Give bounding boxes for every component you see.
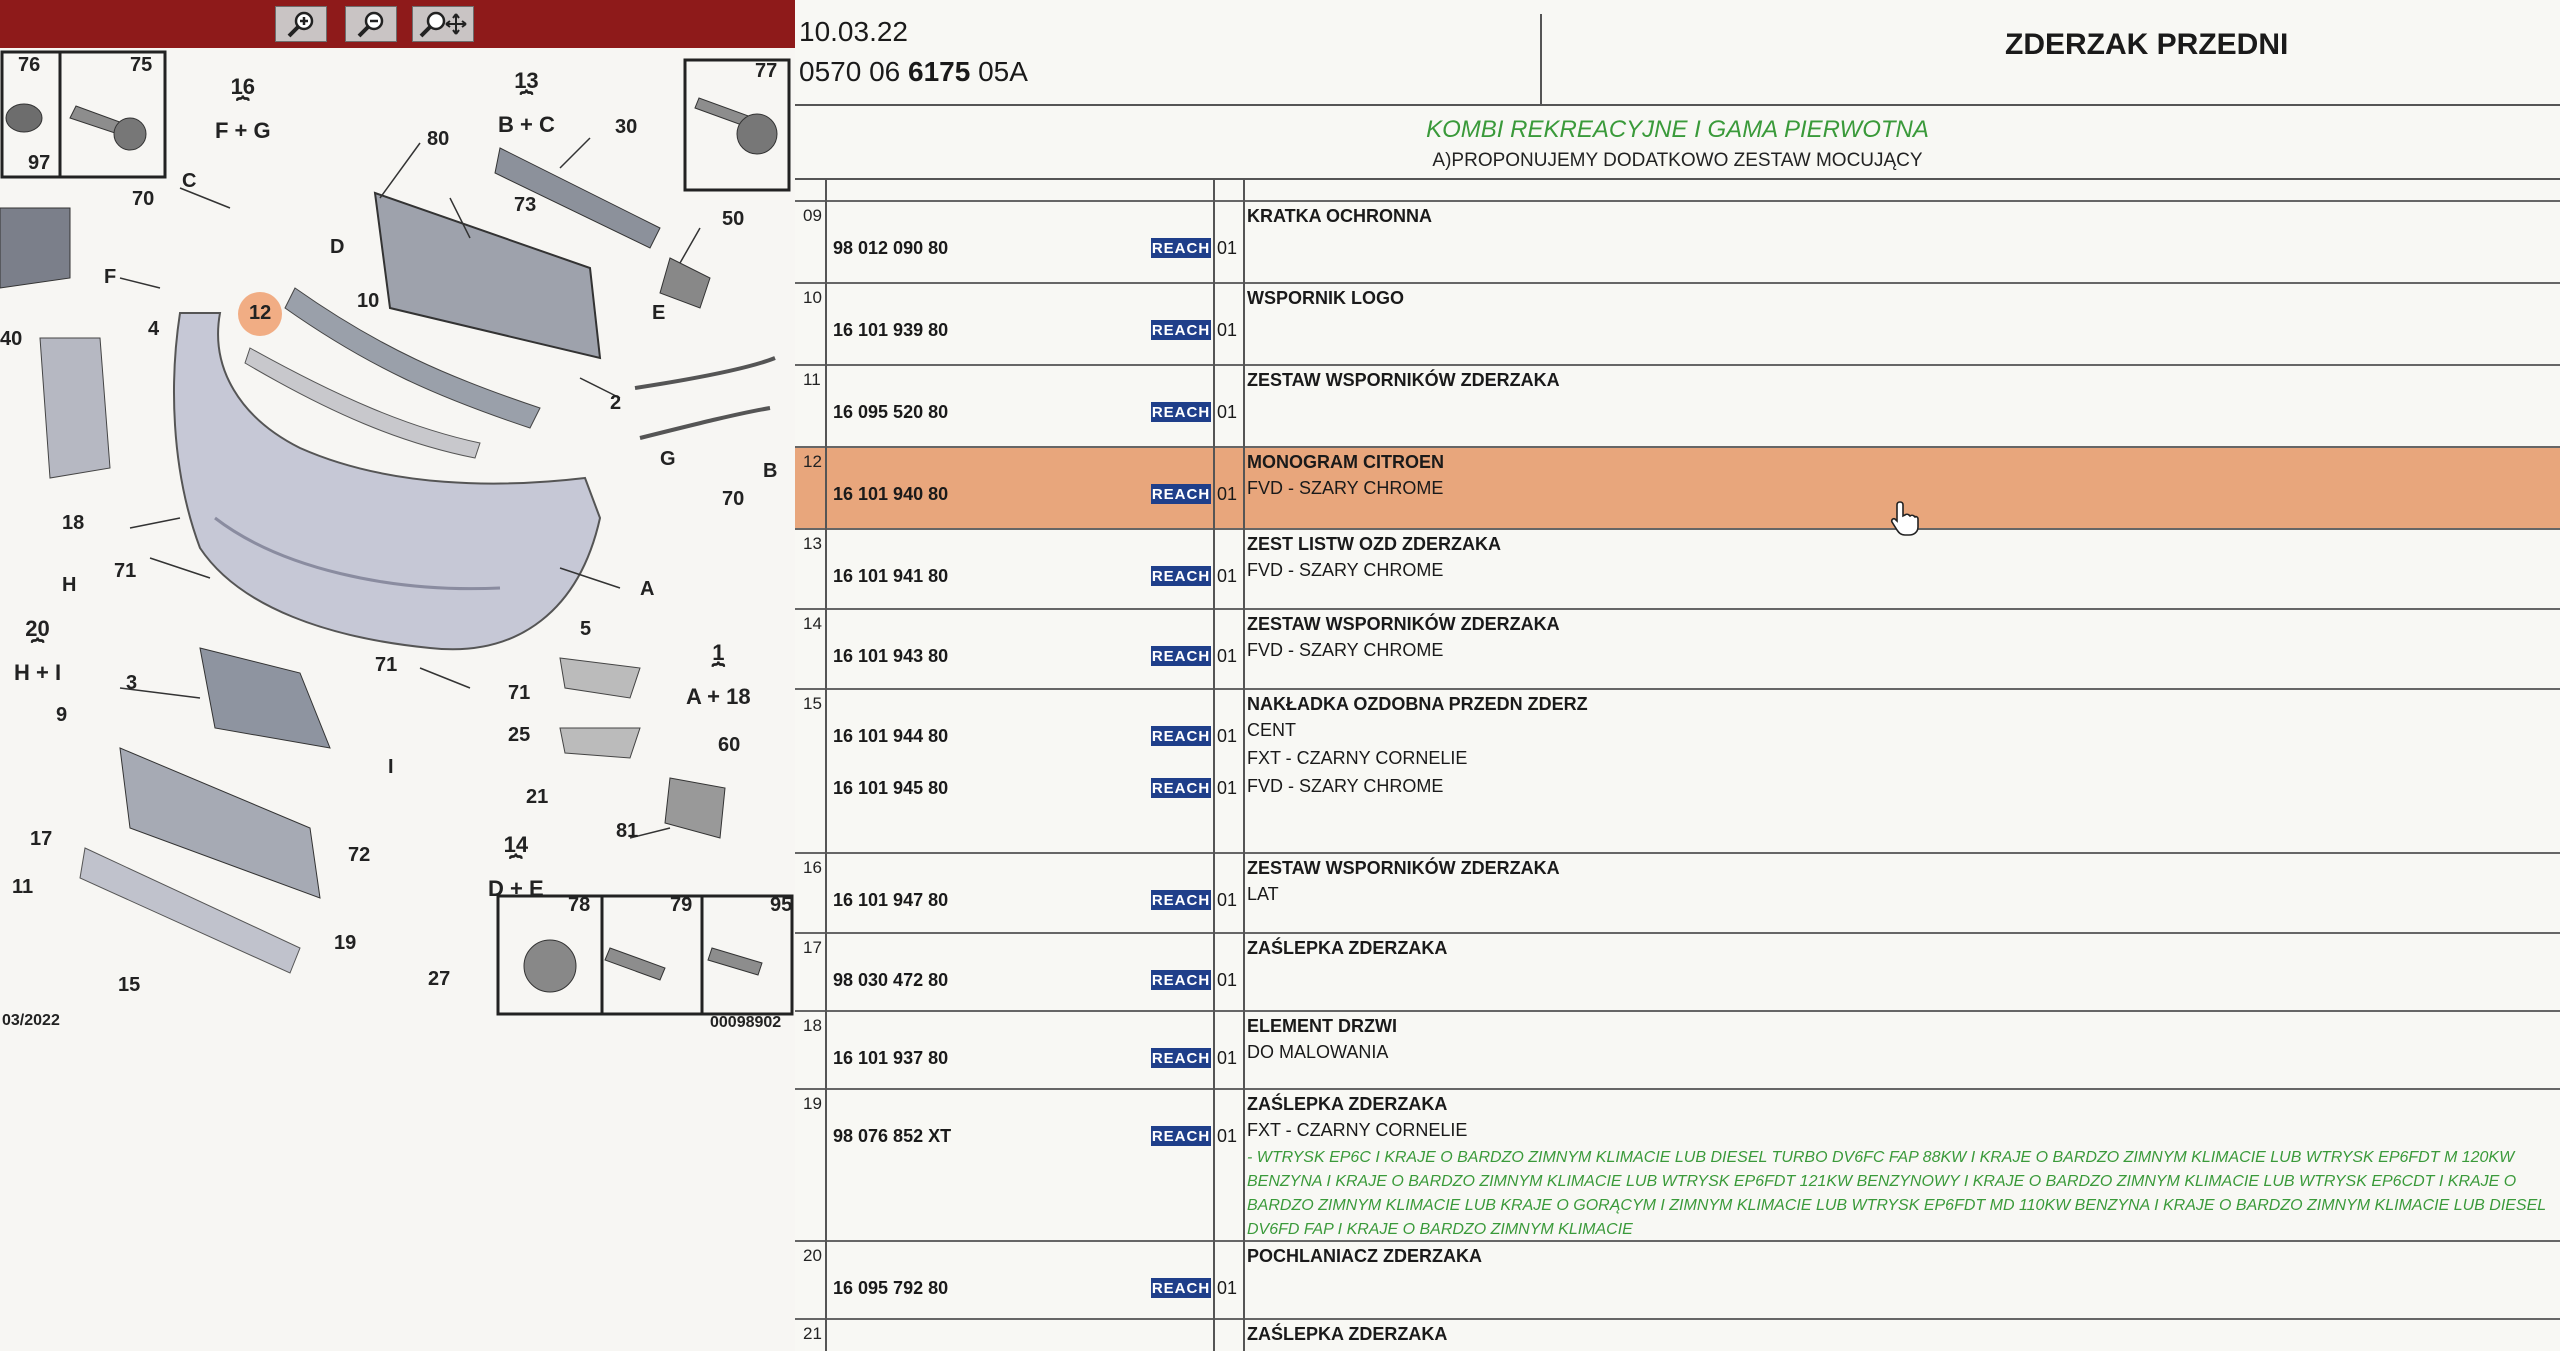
part-detail: CENT — [1247, 720, 1296, 740]
quantity: 01 — [1217, 890, 1238, 910]
diagram-label[interactable]: 13 ⏞ B + C — [498, 68, 555, 137]
row-number: 09 — [803, 206, 822, 225]
diagram-label[interactable]: 80 — [427, 128, 450, 150]
part-row[interactable] — [795, 1240, 2560, 1320]
header-reference: 0570 06 6175 05A — [799, 56, 1028, 87]
part-name: POCHLANIACZ ZDERZAKA — [1247, 1246, 1482, 1266]
diagram-label[interactable]: 73 — [514, 194, 537, 216]
diagram-panel — [0, 0, 795, 1351]
part-name: ZESTAW WSPORNIKÓW ZDERZAKA — [1247, 614, 1560, 634]
part-detail: FVD - SZARY CHROME — [1247, 776, 1444, 796]
part-number[interactable]: 16 101 945 80 — [833, 778, 949, 798]
diagram-label[interactable]: C — [182, 170, 197, 192]
reach-badge: REACH — [1151, 321, 1211, 339]
bumper-drawing — [0, 48, 795, 1351]
section-title: ZDERZAK PRZEDNI — [2005, 28, 2289, 61]
reach-badge: REACH — [1151, 971, 1211, 989]
part-name: KRATKA OCHRONNA — [1247, 206, 1432, 226]
zoom-in-button[interactable] — [275, 6, 327, 42]
part-row[interactable] — [795, 852, 2560, 934]
part-row[interactable] — [795, 200, 2560, 284]
part-number[interactable]: 16 101 939 80 — [833, 320, 949, 340]
diagram-label[interactable]: 40 — [0, 328, 23, 350]
diagram-label[interactable]: 50 — [722, 208, 745, 230]
parts-list-panel — [795, 0, 2560, 1351]
diagram-label[interactable]: 9 — [56, 704, 68, 726]
diagram-label[interactable]: D — [330, 236, 345, 258]
part-number[interactable]: 16 101 941 80 — [833, 566, 949, 586]
quantity: 01 — [1217, 566, 1238, 586]
part-name: ZEST LISTW OZD ZDERZAKA — [1247, 534, 1501, 554]
diagram-label[interactable]: 70 — [722, 488, 745, 510]
part-name: MONOGRAM CITROEN — [1247, 452, 1444, 472]
reach-badge: REACH — [1151, 727, 1211, 745]
part-detail: FVD - SZARY CHROME — [1247, 560, 1444, 580]
row-number: 21 — [803, 1324, 822, 1343]
quantity: 01 — [1217, 484, 1238, 504]
diagram-label[interactable]: 18 — [62, 512, 85, 534]
part-row[interactable] — [795, 1010, 2560, 1090]
part-number[interactable]: 16 095 792 80 — [833, 1278, 949, 1298]
row-number: 10 — [803, 288, 822, 307]
diagram-label[interactable]: E — [652, 302, 666, 324]
row-number: 13 — [803, 534, 822, 553]
diagram-label[interactable]: 76 — [18, 54, 41, 76]
diagram-label[interactable]: 95 — [770, 894, 793, 916]
diagram-label[interactable]: H — [62, 574, 77, 596]
diagram-label[interactable]: 75 — [130, 54, 153, 76]
fixing-kit-note: A)PROPONUJEMY DODATKOWO ZESTAW MOCUJĄCY — [1432, 150, 1923, 171]
diagram-label[interactable]: A — [640, 578, 655, 600]
vehicle-range-subtitle: KOMBI REKREACYJNE I GAMA PIERWOTNA — [1426, 116, 1929, 143]
part-number[interactable]: 98 012 090 80 — [833, 238, 949, 258]
quantity: 01 — [1217, 320, 1238, 340]
diagram-label[interactable]: 25 — [508, 724, 531, 746]
part-number[interactable]: 16 101 937 80 — [833, 1048, 949, 1068]
diagram-label[interactable]: 71 — [375, 654, 398, 676]
part-detail: LAT — [1247, 884, 1279, 904]
diagram-label[interactable]: I — [388, 756, 394, 778]
part-row[interactable] — [795, 1088, 2560, 1242]
part-number[interactable]: 16 095 520 80 — [833, 402, 949, 422]
diagram-label[interactable]: F — [104, 266, 117, 288]
row-number: 19 — [803, 1094, 822, 1113]
part-detail: DO MALOWANIA — [1247, 1042, 1389, 1062]
part-number[interactable]: 98 030 472 80 — [833, 970, 949, 990]
part-number[interactable]: 16 101 947 80 — [833, 890, 949, 910]
row-number: 12 — [803, 452, 822, 471]
row-number: 18 — [803, 1016, 822, 1035]
part-name: NAKŁADKA OZDOBNA PRZEDN ZDERZ — [1247, 694, 1588, 714]
part-detail: FXT - CZARNY CORNELIE — [1247, 748, 1468, 768]
diagram-label[interactable]: 5 — [580, 618, 592, 640]
quantity: 01 — [1217, 1048, 1238, 1068]
diagram-label[interactable]: 71 — [508, 682, 531, 704]
diagram-label[interactable]: 17 — [30, 828, 53, 850]
reach-badge: REACH — [1151, 1127, 1211, 1145]
diagram-label[interactable]: 4 — [148, 318, 160, 340]
part-name: ZAŚLEPKA ZDERZAKA — [1247, 1094, 1448, 1114]
diagram-label-highlighted[interactable]: 12 — [249, 302, 272, 324]
quantity: 01 — [1217, 646, 1238, 666]
diagram-label[interactable]: 60 — [718, 734, 741, 756]
reach-badge: REACH — [1151, 567, 1211, 585]
part-row[interactable] — [795, 1318, 2560, 1351]
diagram-label[interactable]: 72 — [348, 844, 371, 866]
part-name: ZAŚLEPKA ZDERZAKA — [1247, 938, 1448, 958]
part-number[interactable]: 98 076 852 XT — [833, 1126, 952, 1146]
diagram-label[interactable]: 30 — [615, 116, 638, 138]
diagram-label[interactable]: 11 — [12, 876, 34, 898]
part-row[interactable] — [795, 282, 2560, 366]
zoom-move-icon — [418, 10, 468, 38]
diagram-label[interactable]: 16 ⏞ F + G — [215, 74, 271, 143]
diagram-toolbar — [0, 0, 795, 48]
diagram-label[interactable]: 19 — [334, 932, 357, 954]
part-row[interactable] — [795, 446, 2560, 530]
diagram-label[interactable]: 10 — [357, 290, 380, 312]
row-number: 16 — [803, 858, 822, 877]
part-detail: FVD - SZARY CHROME — [1247, 640, 1444, 660]
zoom-out-button[interactable] — [345, 6, 397, 42]
diagram-label[interactable]: 1 ⏞ A + 18 — [686, 640, 751, 709]
diagram-label[interactable]: 21 — [526, 786, 549, 808]
row-number: 11 — [803, 370, 821, 389]
row-number: 17 — [803, 938, 822, 957]
diagram-label[interactable]: G — [660, 448, 676, 470]
diagram-label[interactable]: 27 — [428, 968, 451, 990]
row-number: 14 — [803, 614, 822, 633]
reach-badge: REACH — [1151, 239, 1211, 257]
part-row[interactable] — [795, 688, 2560, 854]
quantity: 01 — [1217, 238, 1238, 258]
reach-badge: REACH — [1151, 1279, 1211, 1297]
quantity: 01 — [1217, 778, 1238, 798]
part-row[interactable] — [795, 364, 2560, 448]
reach-badge: REACH — [1151, 403, 1211, 421]
part-detail: FXT - CZARNY CORNELIE — [1247, 1120, 1468, 1140]
row-number: 20 — [803, 1246, 822, 1265]
zoom-out-icon — [354, 10, 388, 38]
quantity: 01 — [1217, 726, 1238, 746]
part-name: ZESTAW WSPORNIKÓW ZDERZAKA — [1247, 858, 1560, 878]
diagram-label[interactable]: 78 — [568, 894, 591, 916]
reach-badge: REACH — [1151, 485, 1211, 503]
part-name: WSPORNIK LOGO — [1247, 288, 1404, 308]
part-number[interactable]: 16 101 944 80 — [833, 726, 949, 746]
quantity: 01 — [1217, 970, 1238, 990]
diagram-label[interactable]: 70 — [132, 188, 155, 210]
hand-cursor-icon — [1890, 500, 1920, 536]
reach-badge: REACH — [1151, 647, 1211, 665]
quantity: 01 — [1217, 402, 1238, 422]
part-applicability-note: - WTRYSK EP6C I KRAJE O BARDZO ZIMNYM KLIMACIE LUB DIESEL TURBO DV6FC FAP 88KW I KRAJE O BARDZO ZIMNYM KLIMACIE LUB WTRYSK EP6FDT M 120KW BENZYNA I KRAJE O BARDZO ZIMNYM KLIMACIE LUB WTRYSK EP6FDT 121KW BENZYNOWY I KRAJE O BARDZO ZIMNYM KLIMACIE LUB WTRYSK EP6CDT I KRAJE O BARDZO ZIMNYM KLIMACIE LUB KRAJE O GORĄCYM I ZIMNYM KLIMACIE LUB WTRYSK EP6FDT MD 110KW BENZYNA I KRAJE O BARDZO ZIMNYM KLIMACIE LUB DIESEL DV6FD FAP I KRAJE O BARDZO ZIMNYM KLIMACIE — [1247, 1149, 2546, 1238]
quantity: 01 — [1217, 1278, 1238, 1298]
diagram-label[interactable]: 3 — [126, 672, 138, 694]
part-detail: FVD - SZARY CHROME — [1247, 478, 1444, 498]
header-date: 10.03.22 — [799, 16, 908, 47]
reach-badge: REACH — [1151, 779, 1211, 797]
diagram-date: 03/2022 — [2, 1012, 60, 1029]
part-row[interactable] — [795, 608, 2560, 690]
exploded-parts-diagram — [0, 48, 795, 1351]
diagram-label[interactable]: 2 — [610, 392, 622, 414]
reach-badge: REACH — [1151, 891, 1211, 909]
diagram-label[interactable]: 71 — [114, 560, 137, 582]
part-name: ZESTAW WSPORNIKÓW ZDERZAKA — [1247, 370, 1560, 390]
part-name: ZAŚLEPKA ZDERZAKA — [1247, 1324, 1448, 1344]
diagram-label[interactable]: 15 — [118, 974, 141, 996]
diagram-label[interactable]: 14 ⏞ D + E — [488, 832, 544, 901]
zoom-move-button[interactable] — [412, 6, 474, 42]
zoom-in-icon — [284, 10, 318, 38]
diagram-label[interactable]: 20 ⏞ H + I — [14, 616, 62, 685]
diagram-label[interactable]: B — [763, 460, 778, 482]
part-number[interactable]: 16 101 940 80 — [833, 484, 949, 504]
part-number[interactable]: 16 101 943 80 — [833, 646, 949, 666]
part-row[interactable] — [795, 932, 2560, 1012]
diagram-label[interactable]: 77 — [755, 60, 778, 82]
diagram-code: 00098902 — [710, 1014, 782, 1031]
row-number: 15 — [803, 694, 822, 713]
diagram-label[interactable]: 79 — [670, 894, 693, 916]
part-row[interactable] — [795, 528, 2560, 610]
quantity: 01 — [1217, 1126, 1238, 1146]
diagram-label[interactable]: 81 — [616, 820, 639, 842]
reach-badge: REACH — [1151, 1049, 1211, 1067]
diagram-label[interactable]: 97 — [28, 152, 51, 174]
part-name: ELEMENT DRZWI — [1247, 1016, 1397, 1036]
